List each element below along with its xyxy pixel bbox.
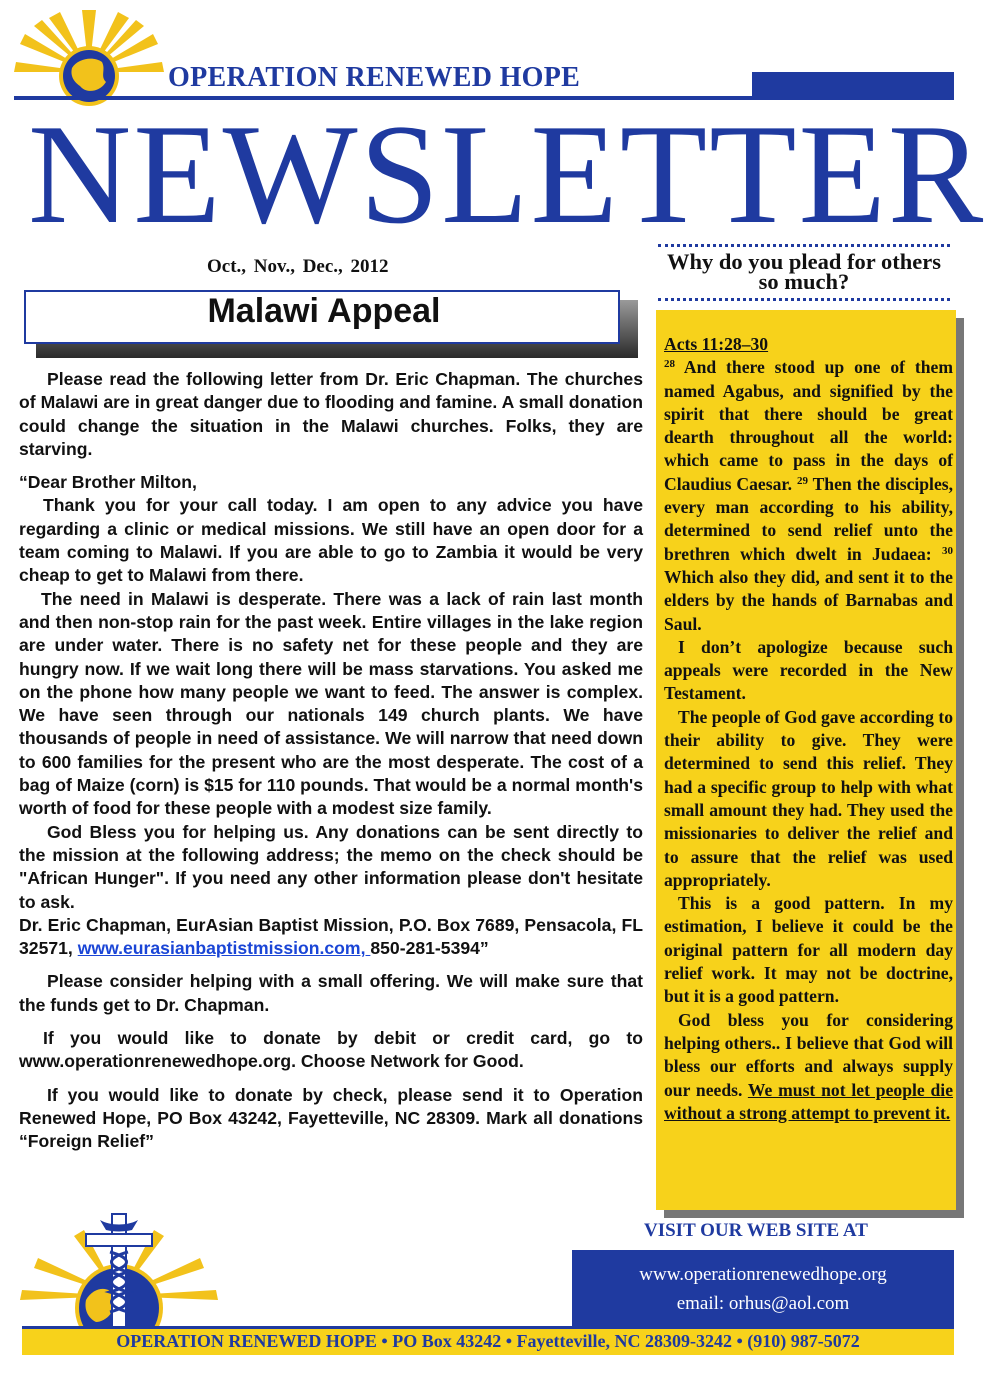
sidebar-paragraph: The people of God gave according to their ability to give. They were determined to send this relief. They had a specific group to help with what small amount they had. They used the missionaries to deliver the relief and to assure that the relief was used appropriately. — [664, 706, 953, 890]
verse-text: Then the disciples, every man according to his ability, determined to send relief unto the brethren which dwelt in Judaea: — [664, 473, 953, 564]
scripture-passage — [664, 356, 953, 636]
verse-number: 29 — [796, 474, 808, 487]
letter-paragraph: God Bless you for helping us. Any donations can be sent directly to the mission at the following address; the memo on the check should be "African Hunger". If you need any other information please don't hesitate to ask. — [19, 821, 643, 912]
email-link[interactable]: email: orhus@aol.com — [676, 1293, 850, 1314]
sidebar-paragraph: I don’t apologize because such appeals were recorded in the New Testament. — [664, 636, 953, 704]
visit-website-label: VISIT OUR WEB SITE AT — [644, 1220, 868, 1241]
salutation: “Dear Brother Milton, — [19, 472, 197, 493]
check-donation-paragraph: If you would like to donate by check, please send it to Operation Renewed Hope, PO Box 43242, Fayetteville, NC 28309. Mark all donations “Foreign Relief” — [19, 1084, 643, 1152]
address-phone: 850-281-5394” — [370, 938, 489, 959]
mission-website-link[interactable]: www.eurasianbaptistmission.com, — [77, 938, 371, 959]
article-title: Malawi Appeal — [207, 292, 441, 330]
verse-text: And there stood up one of them named Agabus, and signified by the spirit that there should be great dearth throughout all the world: which came to pass in the days of Claudius Caesar. — [664, 357, 953, 494]
masthead-title: NEWSLETTER — [28, 95, 986, 253]
address-text: Dr. Eric Chapman, EurAsian Baptist Mission, P.O. Box 7689, Pensacola, FL 32571, — [19, 914, 643, 959]
caduceus-cross-logo — [14, 1196, 224, 1336]
letter-paragraph: The need in Malawi is desperate. There was a lack of rain last month and then non-stop rain for the past week. Entire villages in the lake region are under water. There is no safety net for these people and they are hungry now. If we wait long there will be mass starvations. You asked me on the phone how many people we want to feed. The answer is complex. We have seen through our nationals 149 church plants. We have thousands of people in need of assistance. We will narrow that need down to 600 families for the present who are the most desperate. The cost of a bag of Maize (corn) is $15 for 110 pounds. That would be a normal month's worth of food for these people with a modest size family. — [19, 588, 643, 819]
article-body — [19, 368, 643, 1154]
footer-contact-line: OPERATION RENEWED HOPE • PO Box 43242 • Fayetteville, NC 28309-3242 • (910) 987-5072 — [116, 1331, 860, 1351]
sidebar-paragraph: This is a good pattern. In my estimation, I believe it could be the original pattern for all modern day relief work. It may not be doctrine, but it is a good pattern. — [664, 893, 953, 1007]
mission-address — [19, 914, 643, 961]
sidebar-text — [664, 333, 953, 1125]
org-name: OPERATION RENEWED HOPE — [168, 62, 581, 93]
issue-date: Oct., Nov., Dec., 2012 — [207, 256, 389, 277]
sidebar-dotted-rule-bottom — [658, 298, 950, 301]
card-donation-paragraph: If you would like to donate by debit or credit card, go to www.operationrenewedhope.org. Choose Network for Good. — [19, 1028, 643, 1072]
sidebar-heading: Why do you plead for others so much? — [667, 249, 941, 294]
sidebar-paragraph — [664, 1009, 953, 1125]
verse-number: 28 — [664, 358, 675, 371]
scripture-reference: Acts 11:28–30 — [664, 334, 769, 354]
sidebar-closing-underlined: We must not let people die without a strong attempt to prevent it. — [664, 1079, 954, 1123]
intro-paragraph: Please read the following letter from Dr. Eric Chapman. The churches of Malawi are in great danger due to flooding and famine. A small donation could change the situation in the Malawi churches. Folks, they are starving. — [19, 369, 643, 459]
sidebar-closing-text: God bless you for considering helping others.. I believe that God will bless our efforts and always supply our needs. — [664, 1009, 953, 1100]
website-link[interactable]: www.operationrenewedhope.org — [639, 1264, 887, 1285]
offering-paragraph: Please consider helping with a small offering. We will make sure that the funds get to Dr. Chapman. — [19, 971, 643, 1015]
sidebar-dotted-rule-top — [658, 244, 950, 247]
verse-text: Which also they did, and sent it to the elders by the hands of Barnabas and Saul. — [664, 566, 953, 634]
verse-number: 30 — [942, 544, 953, 557]
letter-paragraph: Thank you for your call today. I am open to any advice you have regarding a clinic or medical missions. We still have an open door for a team coming to Malawi. If you are able to go to Zambia it would be very cheap to get to Malawi from there. — [19, 495, 643, 586]
